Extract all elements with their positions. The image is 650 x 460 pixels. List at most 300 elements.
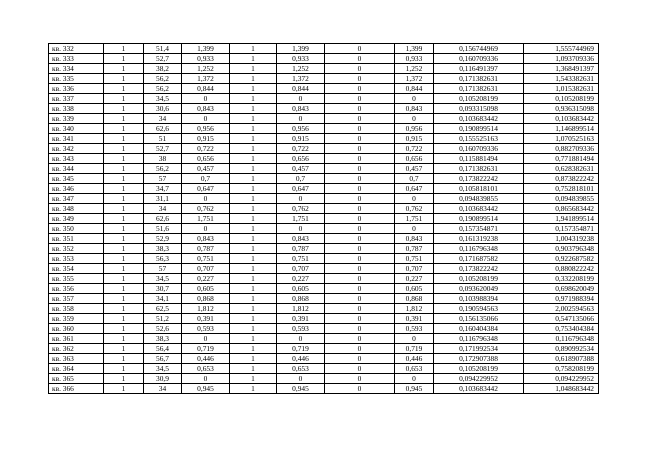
cell-count: 1	[104, 154, 144, 164]
cell-value-a: 0	[182, 374, 230, 384]
table-row	[49, 224, 599, 234]
cell-share: 0,116796348	[434, 334, 524, 344]
cell-apartment: кв. 346	[49, 184, 104, 194]
cell-value-c: 0	[325, 344, 395, 354]
cell-count: 1	[104, 234, 144, 244]
cell-apartment: кв. 337	[49, 94, 104, 104]
cell-total: 0,698620049	[524, 284, 599, 294]
cell-total: 0,971988394	[524, 294, 599, 304]
cell-share: 0,156744969	[434, 44, 524, 54]
cell-area: 34,5	[144, 94, 182, 104]
cell-area: 34,7	[144, 184, 182, 194]
cell-share: 0,093620049	[434, 284, 524, 294]
cell-value-b: 1,751	[277, 214, 325, 224]
cell-value-c: 0	[325, 374, 395, 384]
cell-total: 1,543382631	[524, 74, 599, 84]
cell-count: 1	[104, 104, 144, 114]
cell-value-d: 0,844	[395, 84, 434, 94]
cell-value-a: 0,647	[182, 184, 230, 194]
cell-apartment: кв. 338	[49, 104, 104, 114]
cell-count: 1	[104, 284, 144, 294]
cell-area: 56,2	[144, 84, 182, 94]
cell-count: 1	[104, 144, 144, 154]
cell-count: 1	[104, 294, 144, 304]
table-row	[49, 324, 599, 334]
cell-area: 30,9	[144, 374, 182, 384]
cell-value-b: 0,868	[277, 294, 325, 304]
cell-value-c: 0	[325, 254, 395, 264]
cell-count: 1	[104, 54, 144, 64]
cell-share: 0,155525163	[434, 134, 524, 144]
cell-value-c: 0	[325, 364, 395, 374]
cell-area: 56,3	[144, 254, 182, 264]
cell-value-d: 0,227	[395, 274, 434, 284]
cell-value-b: 0,787	[277, 244, 325, 254]
cell-value-a: 0,719	[182, 344, 230, 354]
cell-value-c: 0	[325, 234, 395, 244]
cell-total: 1,048683442	[524, 384, 599, 394]
cell-total: 1,146899514	[524, 124, 599, 134]
cell-count: 1	[104, 114, 144, 124]
cell-coef: 1	[230, 254, 277, 264]
cell-apartment: кв. 354	[49, 264, 104, 274]
cell-area: 34,5	[144, 274, 182, 284]
cell-value-c: 0	[325, 274, 395, 284]
table-row	[49, 244, 599, 254]
cell-share: 0,093315098	[434, 104, 524, 114]
cell-coef: 1	[230, 224, 277, 234]
cell-share: 0,116796348	[434, 244, 524, 254]
cell-coef: 1	[230, 64, 277, 74]
cell-value-b: 0,956	[277, 124, 325, 134]
cell-value-c: 0	[325, 44, 395, 54]
cell-total: 0,618907388	[524, 354, 599, 364]
cell-share: 0,160709336	[434, 54, 524, 64]
cell-count: 1	[104, 334, 144, 344]
cell-value-a: 0,945	[182, 384, 230, 394]
cell-value-b: 1,252	[277, 64, 325, 74]
cell-count: 1	[104, 274, 144, 284]
cell-value-d: 1,751	[395, 214, 434, 224]
cell-value-a: 1,751	[182, 214, 230, 224]
cell-value-d: 1,252	[395, 64, 434, 74]
cell-value-d: 0,7	[395, 174, 434, 184]
cell-value-d: 0,868	[395, 294, 434, 304]
cell-total: 0,547135066	[524, 314, 599, 324]
cell-coef: 1	[230, 344, 277, 354]
cell-area: 31,1	[144, 194, 182, 204]
table-row	[49, 134, 599, 144]
table-row	[49, 64, 599, 74]
cell-total: 0,753404384	[524, 324, 599, 334]
cell-area: 62,6	[144, 124, 182, 134]
cell-count: 1	[104, 194, 144, 204]
cell-coef: 1	[230, 144, 277, 154]
cell-count: 1	[104, 184, 144, 194]
cell-apartment: кв. 343	[49, 154, 104, 164]
cell-share: 0,105208199	[434, 364, 524, 374]
cell-value-b: 0	[277, 114, 325, 124]
table-row	[49, 174, 599, 184]
table-row	[49, 184, 599, 194]
cell-value-a: 0,457	[182, 164, 230, 174]
cell-coef: 1	[230, 334, 277, 344]
cell-total: 0,752818101	[524, 184, 599, 194]
cell-count: 1	[104, 174, 144, 184]
cell-value-d: 0,653	[395, 364, 434, 374]
cell-area: 52,7	[144, 54, 182, 64]
cell-value-d: 0,956	[395, 124, 434, 134]
cell-area: 51,6	[144, 224, 182, 234]
cell-coef: 1	[230, 114, 277, 124]
cell-total: 0,873822242	[524, 174, 599, 184]
cell-area: 56,7	[144, 354, 182, 364]
cell-value-a: 0,844	[182, 84, 230, 94]
cell-value-c: 0	[325, 354, 395, 364]
cell-value-b: 0,391	[277, 314, 325, 324]
cell-count: 1	[104, 164, 144, 174]
cell-area: 38,3	[144, 244, 182, 254]
cell-area: 34,1	[144, 294, 182, 304]
cell-coef: 1	[230, 324, 277, 334]
cell-coef: 1	[230, 264, 277, 274]
cell-value-b: 0,446	[277, 354, 325, 364]
cell-value-c: 0	[325, 64, 395, 74]
cell-value-a: 0	[182, 94, 230, 104]
cell-coef: 1	[230, 94, 277, 104]
cell-total: 0,936315098	[524, 104, 599, 114]
cell-value-c: 0	[325, 304, 395, 314]
cell-coef: 1	[230, 134, 277, 144]
cell-value-c: 0	[325, 104, 395, 114]
table-row	[49, 264, 599, 274]
cell-count: 1	[104, 314, 144, 324]
cell-apartment: кв. 333	[49, 54, 104, 64]
cell-value-c: 0	[325, 124, 395, 134]
cell-total: 1,004319238	[524, 234, 599, 244]
cell-value-a: 0,787	[182, 244, 230, 254]
cell-value-b: 0,719	[277, 344, 325, 354]
cell-area: 51	[144, 134, 182, 144]
cell-apartment: кв. 340	[49, 124, 104, 134]
cell-total: 0,332208199	[524, 274, 599, 284]
cell-apartment: кв. 361	[49, 334, 104, 344]
cell-value-a: 0,956	[182, 124, 230, 134]
cell-count: 1	[104, 124, 144, 134]
table-row	[49, 114, 599, 124]
cell-value-b: 1,812	[277, 304, 325, 314]
cell-value-a: 0,391	[182, 314, 230, 324]
cell-area: 57	[144, 174, 182, 184]
cell-value-a: 0,751	[182, 254, 230, 264]
table-row	[49, 314, 599, 324]
cell-value-a: 0,707	[182, 264, 230, 274]
cell-count: 1	[104, 354, 144, 364]
cell-value-d: 0,751	[395, 254, 434, 264]
cell-value-d: 0,593	[395, 324, 434, 334]
table-row	[49, 344, 599, 354]
cell-value-b: 0,605	[277, 284, 325, 294]
table-row	[49, 334, 599, 344]
cell-value-b: 0,843	[277, 104, 325, 114]
table-row	[49, 84, 599, 94]
cell-apartment: кв. 356	[49, 284, 104, 294]
cell-value-b: 0,653	[277, 364, 325, 374]
cell-value-d: 0,843	[395, 104, 434, 114]
cell-value-a: 0,843	[182, 104, 230, 114]
cell-value-b: 0,707	[277, 264, 325, 274]
table-row	[49, 54, 599, 64]
table-row	[49, 164, 599, 174]
table-row	[49, 144, 599, 154]
cell-coef: 1	[230, 154, 277, 164]
cell-value-b: 0,656	[277, 154, 325, 164]
cell-area: 56,2	[144, 74, 182, 84]
cell-coef: 1	[230, 104, 277, 114]
cell-area: 56,4	[144, 344, 182, 354]
cell-share: 0,103683442	[434, 114, 524, 124]
cell-value-b: 0	[277, 334, 325, 344]
cell-apartment: кв. 347	[49, 194, 104, 204]
cell-value-d: 0,787	[395, 244, 434, 254]
table-row	[49, 154, 599, 164]
cell-coef: 1	[230, 44, 277, 54]
cell-coef: 1	[230, 274, 277, 284]
cell-coef: 1	[230, 384, 277, 394]
cell-value-d: 0,605	[395, 284, 434, 294]
cell-value-d: 0	[395, 224, 434, 234]
cell-value-a: 0	[182, 334, 230, 344]
table-row	[49, 44, 599, 54]
cell-apartment: кв. 359	[49, 314, 104, 324]
cell-value-d: 0,762	[395, 204, 434, 214]
cell-share: 0,103683442	[434, 204, 524, 214]
cell-value-c: 0	[325, 164, 395, 174]
cell-area: 51,2	[144, 314, 182, 324]
cell-total: 0,157354871	[524, 224, 599, 234]
cell-apartment: кв. 339	[49, 114, 104, 124]
cell-coef: 1	[230, 174, 277, 184]
cell-coef: 1	[230, 374, 277, 384]
cell-value-c: 0	[325, 174, 395, 184]
cell-value-b: 0,762	[277, 204, 325, 214]
cell-value-c: 0	[325, 324, 395, 334]
cell-coef: 1	[230, 184, 277, 194]
cell-share: 0,105208199	[434, 94, 524, 104]
cell-apartment: кв. 341	[49, 134, 104, 144]
cell-area: 34	[144, 114, 182, 124]
table-row	[49, 74, 599, 84]
cell-value-d: 1,399	[395, 44, 434, 54]
cell-value-c: 0	[325, 384, 395, 394]
cell-share: 0,105818101	[434, 184, 524, 194]
cell-value-c: 0	[325, 134, 395, 144]
cell-coef: 1	[230, 54, 277, 64]
cell-value-d: 0,647	[395, 184, 434, 194]
cell-value-a: 0,868	[182, 294, 230, 304]
cell-share: 0,172907388	[434, 354, 524, 364]
cell-total: 0,880822242	[524, 264, 599, 274]
cell-value-b: 0	[277, 94, 325, 104]
cell-value-a: 0,7	[182, 174, 230, 184]
cell-value-c: 0	[325, 264, 395, 274]
cell-area: 34	[144, 204, 182, 214]
cell-value-d: 0	[395, 194, 434, 204]
cell-value-c: 0	[325, 244, 395, 254]
cell-count: 1	[104, 384, 144, 394]
cell-apartment: кв. 353	[49, 254, 104, 264]
cell-apartment: кв. 348	[49, 204, 104, 214]
table-row	[49, 354, 599, 364]
table-row	[49, 124, 599, 134]
cell-area: 52,9	[144, 234, 182, 244]
cell-value-d: 0	[395, 374, 434, 384]
cell-area: 57	[144, 264, 182, 274]
cell-apartment: кв. 352	[49, 244, 104, 254]
cell-apartment: кв. 335	[49, 74, 104, 84]
cell-value-c: 0	[325, 84, 395, 94]
cell-apartment: кв. 360	[49, 324, 104, 334]
table-row	[49, 304, 599, 314]
cell-apartment: кв. 336	[49, 84, 104, 94]
cell-value-a: 0	[182, 224, 230, 234]
cell-value-a: 0,762	[182, 204, 230, 214]
cell-value-b: 0,457	[277, 164, 325, 174]
cell-value-b: 0,7	[277, 174, 325, 184]
cell-value-c: 0	[325, 194, 395, 204]
cell-value-b: 0,844	[277, 84, 325, 94]
cell-area: 34	[144, 384, 182, 394]
cell-value-b: 0	[277, 374, 325, 384]
cell-apartment: кв. 362	[49, 344, 104, 354]
cell-area: 56,2	[144, 164, 182, 174]
cell-value-c: 0	[325, 214, 395, 224]
cell-value-a: 0,227	[182, 274, 230, 284]
cell-share: 0,160404384	[434, 324, 524, 334]
cell-value-a: 0,722	[182, 144, 230, 154]
cell-share: 0,103988394	[434, 294, 524, 304]
cell-value-d: 0,391	[395, 314, 434, 324]
cell-value-d: 0,843	[395, 234, 434, 244]
cell-value-c: 0	[325, 54, 395, 64]
cell-value-d: 0,656	[395, 154, 434, 164]
cell-value-b: 0,843	[277, 234, 325, 244]
cell-value-d: 0	[395, 114, 434, 124]
cell-value-d: 0	[395, 94, 434, 104]
table-row	[49, 234, 599, 244]
cell-value-a: 0,933	[182, 54, 230, 64]
cell-value-b: 0,915	[277, 134, 325, 144]
cell-area: 62,6	[144, 214, 182, 224]
cell-apartment: кв. 363	[49, 354, 104, 364]
cell-apartment: кв. 332	[49, 44, 104, 54]
cell-value-a: 1,812	[182, 304, 230, 314]
cell-share: 0,160709336	[434, 144, 524, 154]
cell-coef: 1	[230, 204, 277, 214]
cell-share: 0,190594563	[434, 304, 524, 314]
cell-coef: 1	[230, 84, 277, 94]
cell-value-b: 0,933	[277, 54, 325, 64]
cell-count: 1	[104, 344, 144, 354]
cell-total: 1,015382631	[524, 84, 599, 94]
table-row	[49, 254, 599, 264]
cell-value-a: 0,843	[182, 234, 230, 244]
cell-count: 1	[104, 64, 144, 74]
cell-value-a: 0,446	[182, 354, 230, 364]
cell-total: 0,094839855	[524, 194, 599, 204]
cell-share: 0,190899514	[434, 214, 524, 224]
cell-total: 0,103683442	[524, 114, 599, 124]
cell-value-c: 0	[325, 294, 395, 304]
cell-area: 30,6	[144, 104, 182, 114]
cell-area: 62,5	[144, 304, 182, 314]
cell-total: 0,865683442	[524, 204, 599, 214]
cell-coef: 1	[230, 284, 277, 294]
cell-value-b: 0,722	[277, 144, 325, 154]
cell-share: 0,173822242	[434, 264, 524, 274]
cell-total: 0,105208199	[524, 94, 599, 104]
table-row	[49, 204, 599, 214]
cell-total: 1,368491397	[524, 64, 599, 74]
cell-value-b: 1,372	[277, 74, 325, 84]
cell-value-d: 0,446	[395, 354, 434, 364]
cell-value-a: 0	[182, 114, 230, 124]
cell-value-b: 0	[277, 224, 325, 234]
table-row	[49, 294, 599, 304]
cell-coef: 1	[230, 124, 277, 134]
cell-coef: 1	[230, 164, 277, 174]
cell-value-a: 0,605	[182, 284, 230, 294]
cell-count: 1	[104, 224, 144, 234]
cell-total: 1,941899514	[524, 214, 599, 224]
cell-total: 0,903796348	[524, 244, 599, 254]
cell-area: 38	[144, 154, 182, 164]
table-row	[49, 284, 599, 294]
cell-value-c: 0	[325, 94, 395, 104]
cell-value-b: 0,593	[277, 324, 325, 334]
cell-total: 0,771881494	[524, 154, 599, 164]
cell-total: 0,116796348	[524, 334, 599, 344]
cell-coef: 1	[230, 304, 277, 314]
cell-total: 1,070525163	[524, 134, 599, 144]
table-row	[49, 384, 599, 394]
cell-count: 1	[104, 74, 144, 84]
cell-count: 1	[104, 254, 144, 264]
cell-value-a: 1,399	[182, 44, 230, 54]
cell-share: 0,115881494	[434, 154, 524, 164]
cell-share: 0,103683442	[434, 384, 524, 394]
cell-apartment: кв. 345	[49, 174, 104, 184]
table-row	[49, 94, 599, 104]
cell-share: 0,116491397	[434, 64, 524, 74]
cell-share: 0,157354871	[434, 224, 524, 234]
cell-share: 0,173822242	[434, 174, 524, 184]
table-row	[49, 104, 599, 114]
cell-coef: 1	[230, 74, 277, 84]
cell-value-a: 0,593	[182, 324, 230, 334]
cell-share: 0,171382631	[434, 164, 524, 174]
cell-total: 0,882709336	[524, 144, 599, 154]
cell-value-d: 0,933	[395, 54, 434, 64]
cell-value-d: 0	[395, 334, 434, 344]
cell-value-c: 0	[325, 284, 395, 294]
cell-value-c: 0	[325, 154, 395, 164]
cell-value-a: 0,653	[182, 364, 230, 374]
cell-coef: 1	[230, 354, 277, 364]
cell-value-d: 0,722	[395, 144, 434, 154]
cell-share: 0,171382631	[434, 84, 524, 94]
cell-value-b: 0,227	[277, 274, 325, 284]
